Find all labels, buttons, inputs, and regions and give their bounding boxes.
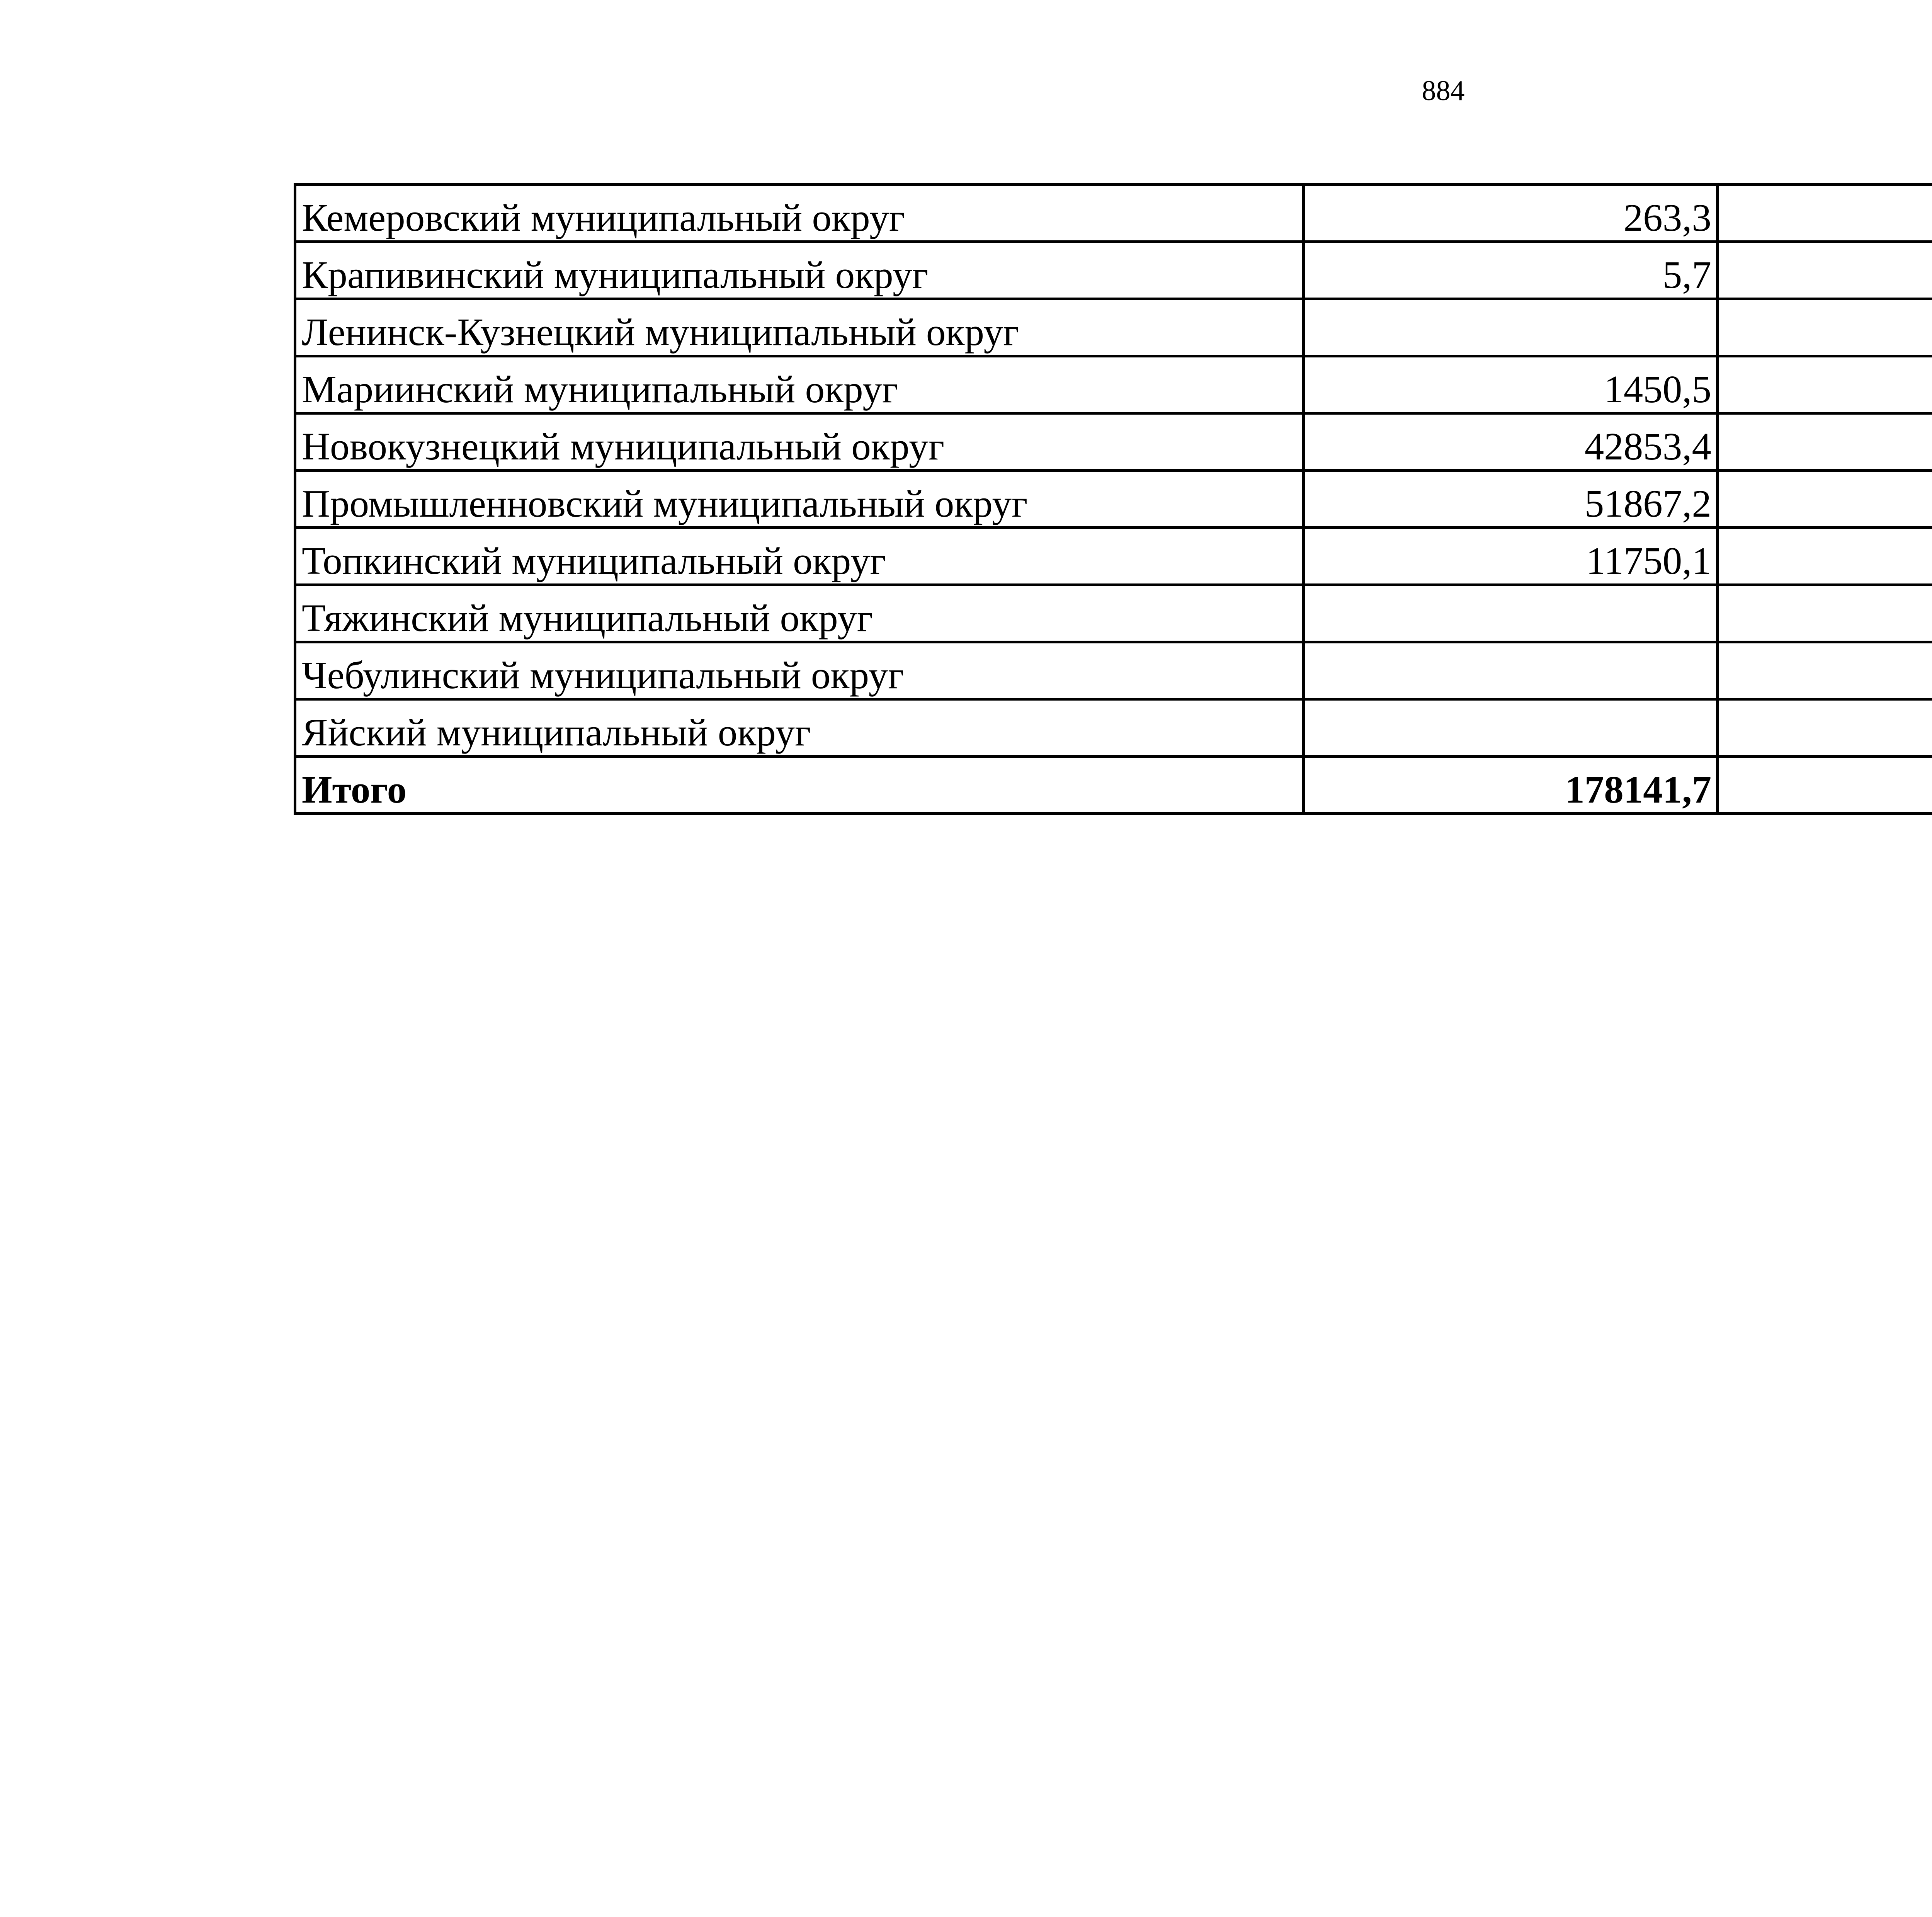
budget-table <box>294 183 1932 815</box>
total-label: Итого <box>295 757 1304 814</box>
table-row <box>295 413 1932 471</box>
value-col-1: 51867,2 <box>1304 471 1718 528</box>
value-col-1: 5,7 <box>1304 242 1718 299</box>
value-col-1: 263,3 <box>1304 185 1718 242</box>
table-row <box>295 356 1932 413</box>
value-col-1 <box>1304 642 1718 699</box>
municipality-name: Новокузнецкий муниципальный округ <box>295 413 1304 471</box>
value-col-1 <box>1304 299 1718 356</box>
table-row <box>295 528 1932 585</box>
value-col-1: 1450,5 <box>1304 356 1718 413</box>
municipality-name: Тяжинский муниципальный округ <box>295 585 1304 642</box>
value-col-1 <box>1304 585 1718 642</box>
total-value-col-1: 178141,7 <box>1304 757 1718 814</box>
value-col-2 <box>1718 699 1932 757</box>
municipality-name: Ленинск-Кузнецкий муниципальный округ <box>295 299 1304 356</box>
value-col-2 <box>1718 413 1932 471</box>
table-row <box>295 642 1932 699</box>
municipality-name: Промышленновский муниципальный округ <box>295 471 1304 528</box>
municipality-name: Яйский муниципальный округ <box>295 699 1304 757</box>
municipality-name: Топкинский муниципальный округ <box>295 528 1304 585</box>
total-value-col-2 <box>1718 757 1932 814</box>
value-col-2 <box>1718 528 1932 585</box>
table-row <box>295 585 1932 642</box>
value-col-1 <box>1304 699 1718 757</box>
municipality-name: Кемеровский муниципальный округ <box>295 185 1304 242</box>
table-row <box>295 242 1932 299</box>
value-col-2 <box>1718 356 1932 413</box>
value-col-1: 42853,4 <box>1304 413 1718 471</box>
value-col-2 <box>1718 585 1932 642</box>
value-col-2 <box>1718 242 1932 299</box>
municipality-name: Мариинский муниципальный округ <box>295 356 1304 413</box>
total-row <box>295 757 1932 814</box>
value-col-1: 11750,1 <box>1304 528 1718 585</box>
table-row <box>295 299 1932 356</box>
value-col-2 <box>1718 185 1932 242</box>
value-col-2 <box>1718 471 1932 528</box>
municipality-name: Чебулинский муниципальный округ <box>295 642 1304 699</box>
municipality-name: Крапивинский муниципальный округ <box>295 242 1304 299</box>
value-col-2 <box>1718 642 1932 699</box>
value-col-2 <box>1718 299 1932 356</box>
table-row <box>295 185 1932 242</box>
table-row <box>295 471 1932 528</box>
table-row <box>295 699 1932 757</box>
page-number: 884 <box>1422 75 1465 107</box>
